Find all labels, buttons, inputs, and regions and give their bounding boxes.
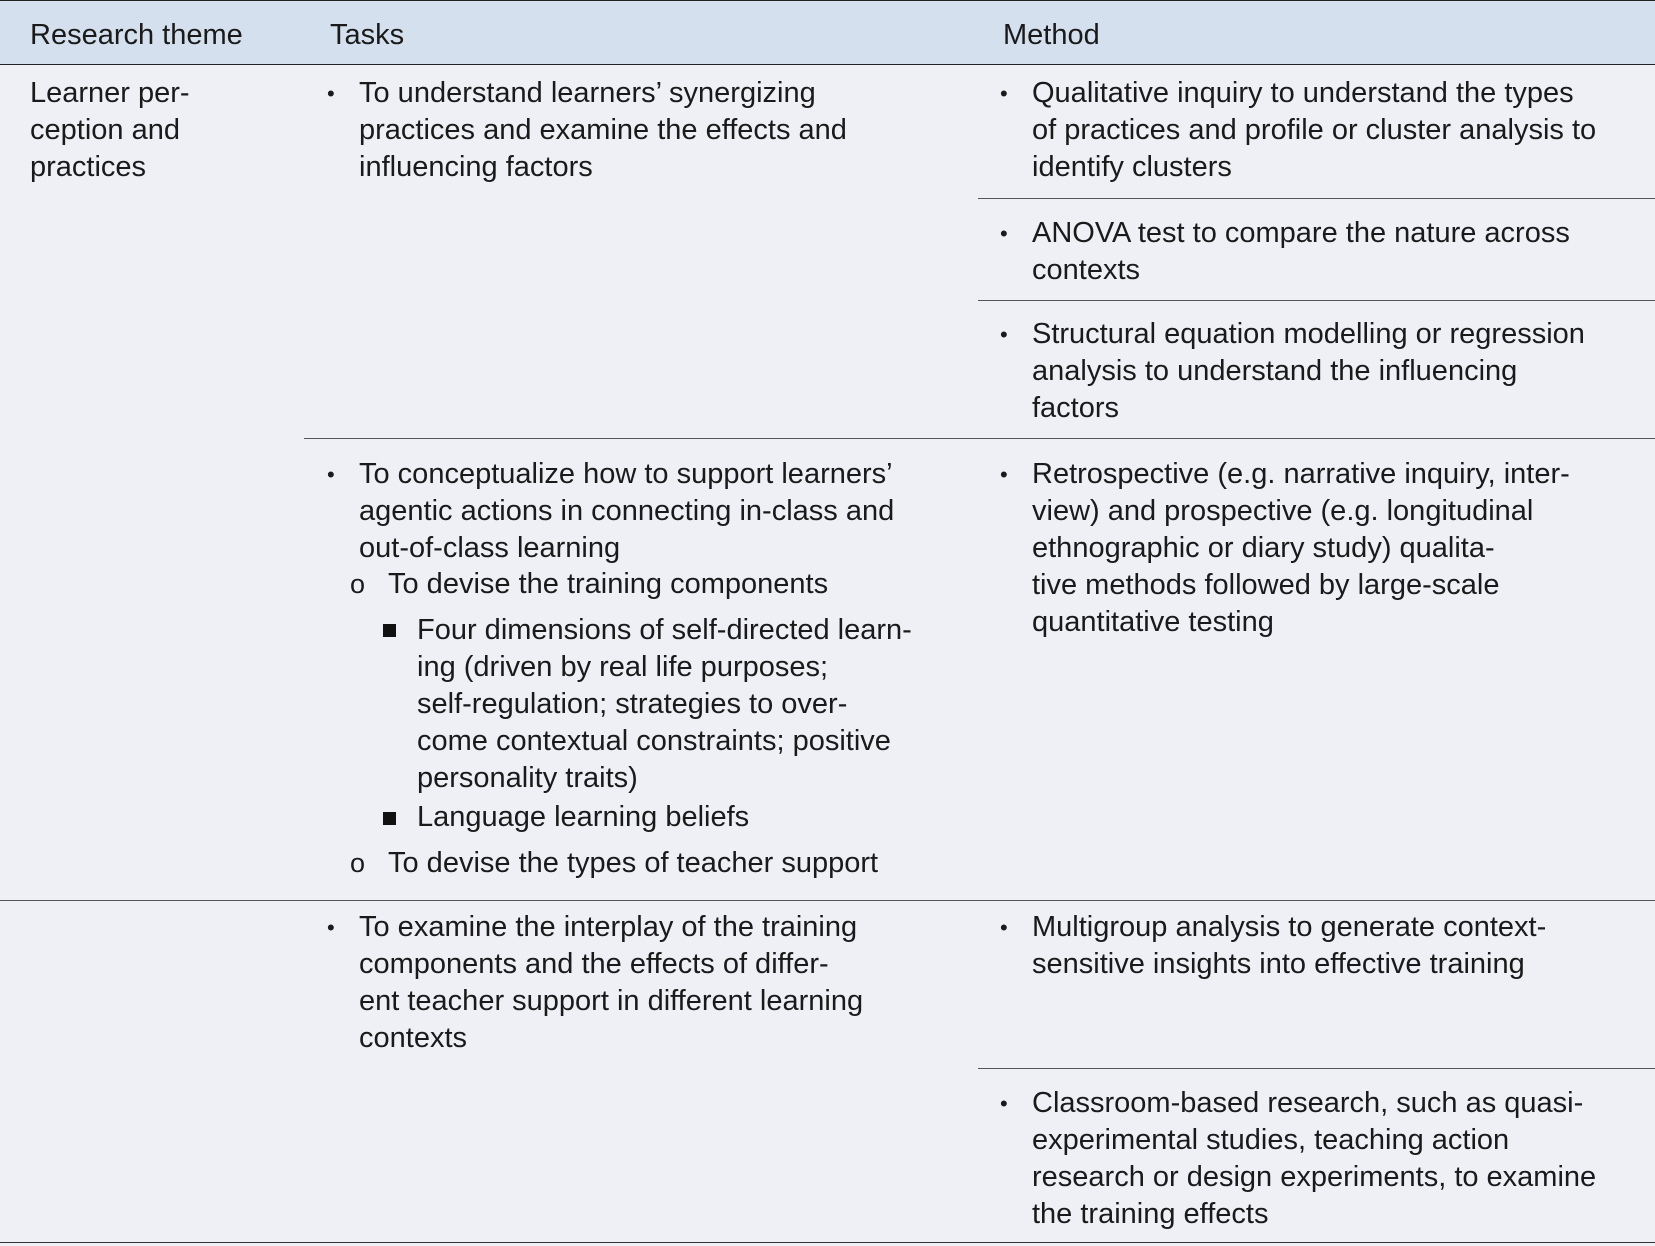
- task-line: To conceptualize how to support learners’: [359, 458, 893, 490]
- method-line: factors: [1032, 392, 1120, 424]
- subsubtask-line: personality traits): [417, 762, 638, 794]
- subsubtask-line: Four dimensions of self-directed learn-: [417, 614, 912, 646]
- method-line: the training effects: [1032, 1198, 1269, 1230]
- subsubtask-line: ing (driven by real life purposes;: [417, 651, 829, 683]
- bullet-icon: •: [327, 915, 335, 940]
- method-line: Qualitative inquiry to understand the types: [1032, 77, 1574, 109]
- divider: [978, 1068, 1655, 1069]
- method-line: quantitative testing: [1032, 606, 1274, 638]
- divider: [0, 900, 1655, 901]
- subtask-item: [388, 845, 878, 882]
- square-bullet-icon: [383, 624, 396, 637]
- method-item: [1032, 456, 1570, 641]
- bullet-icon: •: [1000, 322, 1008, 347]
- task-line: influencing factors: [359, 151, 593, 183]
- task-line: practices and examine the effects and: [359, 114, 847, 146]
- square-bullet-icon: [383, 812, 396, 825]
- method-line: Retrospective (e.g. narrative inquiry, inter-: [1032, 458, 1570, 490]
- divider: [304, 438, 1655, 439]
- divider: [978, 300, 1655, 301]
- bullet-icon: •: [1000, 462, 1008, 487]
- circle-bullet-icon: o: [350, 569, 366, 599]
- circle-bullet-icon: o: [350, 848, 366, 878]
- theme-line: ception and: [30, 114, 180, 146]
- bullet-icon: •: [1000, 221, 1008, 246]
- method-line: of practices and profile or cluster analysis to: [1032, 114, 1597, 146]
- bullet-icon: •: [1000, 1091, 1008, 1116]
- task-line: out-of-class learning: [359, 532, 621, 564]
- method-line: Multigroup analysis to generate context-: [1032, 911, 1547, 943]
- method-line: Structural equation modelling or regression: [1032, 318, 1585, 350]
- method-line: ANOVA test to compare the nature across: [1032, 217, 1570, 249]
- divider: [978, 198, 1655, 199]
- method-item: [1032, 1085, 1596, 1233]
- method-line: ethnographic or diary study) qualita-: [1032, 532, 1495, 564]
- subtask-item: [388, 566, 828, 603]
- subsubtask-line: come contextual constraints; positive: [417, 725, 891, 757]
- task-line: agentic actions in connecting in-class and: [359, 495, 895, 527]
- method-line: research or design experiments, to examine: [1032, 1161, 1597, 1193]
- method-line: analysis to understand the influencing: [1032, 355, 1518, 387]
- subtask-line: To devise the types of teacher support: [388, 847, 879, 879]
- header-research-theme: Research theme: [30, 19, 243, 51]
- method-line: identify clusters: [1032, 151, 1232, 183]
- bullet-icon: •: [1000, 81, 1008, 106]
- bullet-icon: •: [1000, 915, 1008, 940]
- table-header: [0, 0, 1655, 65]
- method-line: Classroom-based research, such as quasi-: [1032, 1087, 1584, 1119]
- method-line: sensitive insights into effective training: [1032, 948, 1525, 980]
- method-item: [1032, 75, 1596, 186]
- bullet-icon: •: [327, 81, 335, 106]
- header-method: Method: [1003, 19, 1100, 51]
- theme-line: practices: [30, 151, 147, 183]
- method-item: [1032, 909, 1546, 983]
- method-line: contexts: [1032, 254, 1140, 286]
- task-line: To understand learners’ synergizing: [359, 77, 816, 109]
- task-item: [359, 75, 847, 186]
- method-item: [1032, 316, 1585, 427]
- task-line: ent teacher support in different learning: [359, 985, 864, 1017]
- subsubtask-item: [417, 612, 912, 797]
- subtask-line: To devise the training components: [388, 568, 829, 600]
- task-item: [359, 456, 894, 567]
- task-line: components and the effects of differ-: [359, 948, 829, 980]
- research-theme-cell: [30, 75, 190, 186]
- bullet-icon: •: [327, 462, 335, 487]
- method-line: view) and prospective (e.g. longitudinal: [1032, 495, 1534, 527]
- task-item: [359, 909, 863, 1057]
- theme-line: Learner per-: [30, 77, 190, 109]
- table-bottom-rule: [0, 1242, 1655, 1243]
- task-line: To examine the interplay of the training: [359, 911, 858, 943]
- header-tasks: Tasks: [330, 19, 405, 51]
- method-item: [1032, 215, 1570, 289]
- subsubtask-line: self-regulation; strategies to over-: [417, 688, 848, 720]
- method-line: tive methods followed by large-scale: [1032, 569, 1500, 601]
- subsubtask-item: [417, 799, 749, 836]
- subsubtask-line: Language learning beliefs: [417, 801, 750, 833]
- method-line: experimental studies, teaching action: [1032, 1124, 1510, 1156]
- task-line: contexts: [359, 1022, 467, 1054]
